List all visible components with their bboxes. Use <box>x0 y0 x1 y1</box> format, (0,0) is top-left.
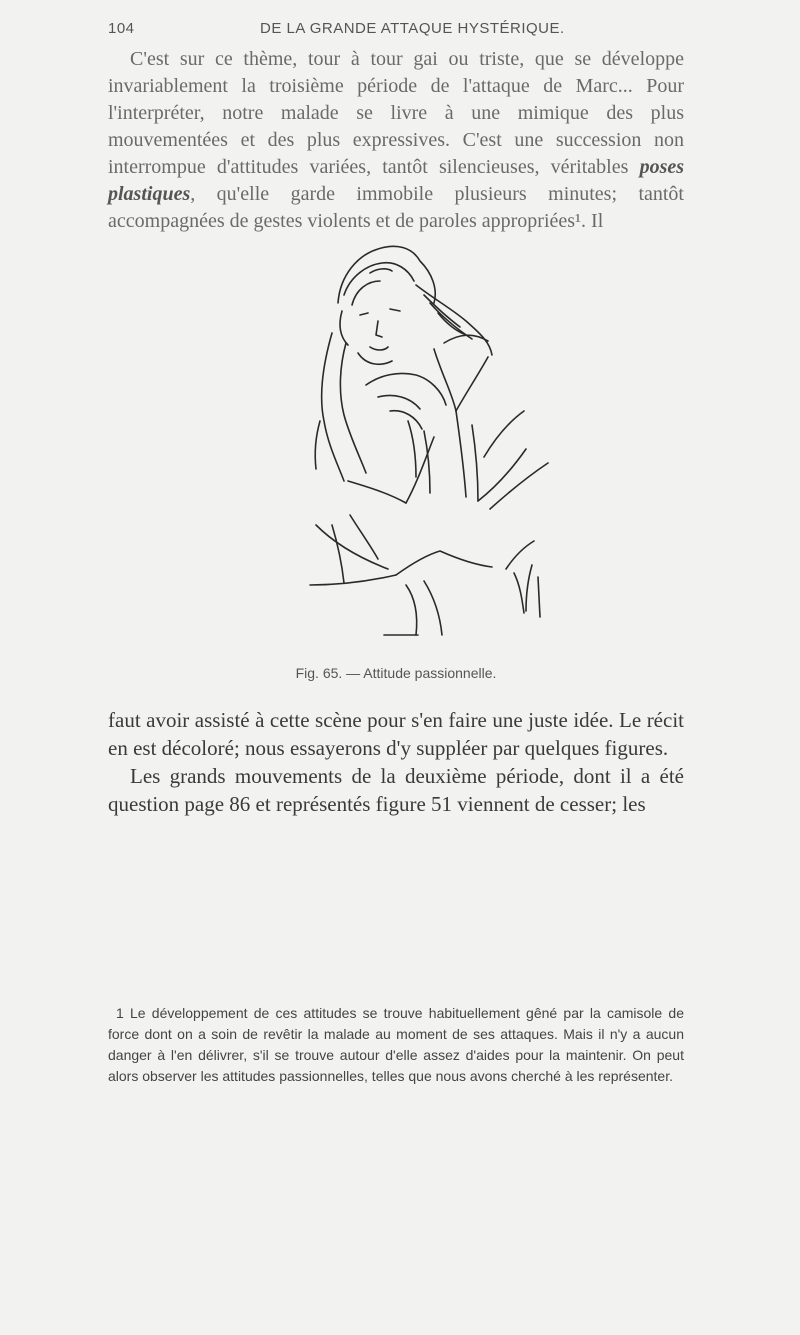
figure-drawing <box>220 225 600 660</box>
running-title: DE LA GRANDE ATTAQUE HYSTÉRIQUE. <box>260 20 565 37</box>
paragraph-text-after: , qu'elle garde immobile plusieurs minutes; tantôt accompagnées de gestes violents et de paroles appropriées¹. Il <box>108 183 684 232</box>
page-number: 104 <box>108 20 135 37</box>
footnote <box>108 1003 684 1087</box>
body-paragraphs-bottom <box>108 706 684 818</box>
paragraph-text-before: C'est sur ce thème, tour à tour gai ou triste, que se développe invariablement la troisième période de l'attaque de Marc... Pour l'interpréter, notre malade se livre à une mimique des plus mouvementées et des plus expressives. C'est une succession non interrompue d'attitudes variées, tantôt silencieuses, véritables <box>108 48 684 178</box>
body-paragraph: Les grands mouvements de la deuxième période, dont il a été question page 86 et représentés figure 51 viennent de cesser; les <box>108 764 684 816</box>
italic-phrase: poses plastiques <box>108 156 685 205</box>
footnote-text: 1 Le développement de ces attitudes se trouve habituellement gêné par la camisole de force dont on a soin de revêtir la malade au moment de ses attaques. Mais il n'y a aucun danger à l'en délivrer, s'il se trouve autour d'elle assez d'aides pour la maintenir. On peut alors observer les attitudes passionnelles, telles que nous avons cherché à les représenter. <box>108 1005 684 1084</box>
running-head <box>108 20 680 46</box>
figure-caption: Fig. 65. — Attitude passionnelle. <box>295 665 497 681</box>
body-paragraph-top <box>108 46 684 235</box>
figure-illustration <box>220 225 600 660</box>
body-paragraph: faut avoir assisté à cette scène pour s'en faire une juste idée. Le récit en est décoloré; nous essayerons d'y suppléer par quelques figures. <box>108 708 684 760</box>
